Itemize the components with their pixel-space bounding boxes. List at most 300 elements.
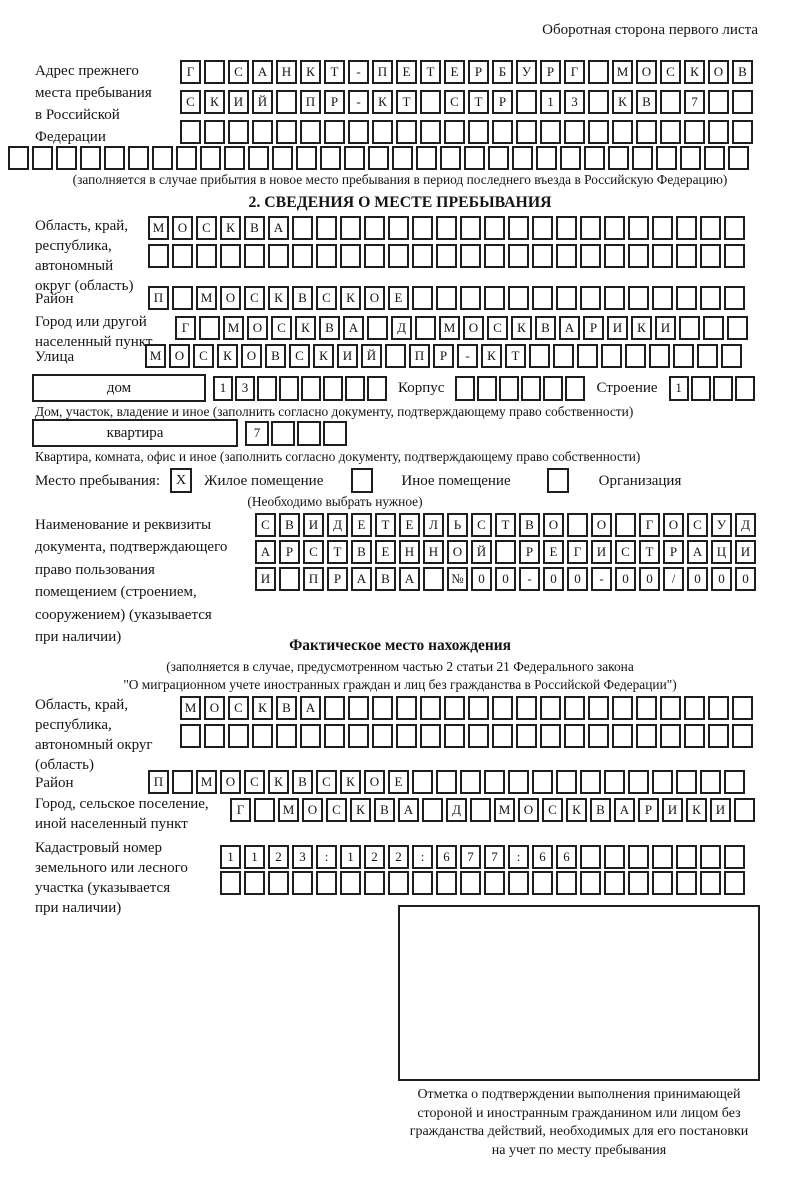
char-box[interactable] <box>556 871 577 895</box>
char-box[interactable]: К <box>295 316 316 340</box>
char-box[interactable]: 3 <box>235 376 255 401</box>
char-box[interactable] <box>588 90 609 114</box>
char-box[interactable]: Т <box>468 90 489 114</box>
char-box[interactable] <box>340 216 361 240</box>
char-box[interactable]: Т <box>375 513 396 537</box>
char-box[interactable]: С <box>228 696 249 720</box>
char-box[interactable] <box>676 286 697 310</box>
char-box[interactable] <box>628 770 649 794</box>
char-box[interactable]: Е <box>396 60 417 84</box>
char-box[interactable] <box>697 344 718 368</box>
char-box[interactable] <box>625 344 646 368</box>
char-box[interactable]: П <box>409 344 430 368</box>
char-box[interactable]: А <box>614 798 635 822</box>
char-box[interactable] <box>700 770 721 794</box>
char-box[interactable]: К <box>481 344 502 368</box>
char-box[interactable]: 1 <box>669 376 689 401</box>
char-box[interactable]: В <box>276 696 297 720</box>
char-box[interactable]: К <box>612 90 633 114</box>
char-box[interactable]: Е <box>399 513 420 537</box>
char-box[interactable]: К <box>300 60 321 84</box>
char-box[interactable] <box>660 724 681 748</box>
char-box[interactable] <box>268 244 289 268</box>
char-box[interactable] <box>676 216 697 240</box>
char-box[interactable] <box>412 286 433 310</box>
char-box[interactable]: Й <box>471 540 492 564</box>
char-box[interactable]: Р <box>663 540 684 564</box>
char-box[interactable] <box>721 344 742 368</box>
char-box[interactable]: С <box>271 316 292 340</box>
char-box[interactable] <box>556 286 577 310</box>
char-box[interactable]: И <box>735 540 756 564</box>
char-box[interactable]: Н <box>423 540 444 564</box>
char-box[interactable] <box>279 376 299 401</box>
char-box[interactable] <box>604 770 625 794</box>
char-box[interactable] <box>436 244 457 268</box>
char-box[interactable]: - <box>348 90 369 114</box>
char-box[interactable]: К <box>204 90 225 114</box>
char-box[interactable] <box>323 376 343 401</box>
char-box[interactable]: 1 <box>540 90 561 114</box>
char-box[interactable] <box>440 146 461 170</box>
char-box[interactable] <box>700 845 721 869</box>
char-box[interactable] <box>148 244 169 268</box>
char-box[interactable]: М <box>494 798 515 822</box>
char-box[interactable]: : <box>412 845 433 869</box>
char-box[interactable] <box>604 244 625 268</box>
char-box[interactable]: П <box>148 770 169 794</box>
char-box[interactable]: П <box>303 567 324 591</box>
char-box[interactable] <box>368 146 389 170</box>
char-box[interactable] <box>228 724 249 748</box>
char-box[interactable]: Г <box>230 798 251 822</box>
char-box[interactable]: 6 <box>556 845 577 869</box>
char-box[interactable] <box>324 724 345 748</box>
char-box[interactable] <box>512 146 533 170</box>
char-box[interactable]: А <box>255 540 276 564</box>
char-box[interactable]: Р <box>468 60 489 84</box>
char-box[interactable]: Т <box>420 60 441 84</box>
char-box[interactable]: 0 <box>471 567 492 591</box>
char-box[interactable]: Р <box>433 344 454 368</box>
char-box[interactable] <box>516 724 537 748</box>
char-box[interactable]: В <box>519 513 540 537</box>
char-box[interactable]: Г <box>175 316 196 340</box>
char-box[interactable]: К <box>511 316 532 340</box>
char-box[interactable]: В <box>590 798 611 822</box>
char-box[interactable]: Ь <box>447 513 468 537</box>
char-box[interactable] <box>529 344 550 368</box>
char-box[interactable] <box>460 216 481 240</box>
char-box[interactable]: С <box>687 513 708 537</box>
char-box[interactable] <box>704 146 725 170</box>
char-box[interactable]: С <box>255 513 276 537</box>
char-box[interactable] <box>732 90 753 114</box>
char-box[interactable] <box>372 120 393 144</box>
char-box[interactable] <box>415 316 436 340</box>
char-box[interactable]: - <box>519 567 540 591</box>
char-box[interactable] <box>172 244 193 268</box>
char-box[interactable]: - <box>348 60 369 84</box>
char-box[interactable]: В <box>535 316 556 340</box>
char-box[interactable]: Р <box>492 90 513 114</box>
char-box[interactable]: С <box>444 90 465 114</box>
char-box[interactable]: 1 <box>220 845 241 869</box>
char-box[interactable] <box>601 344 622 368</box>
char-box[interactable] <box>344 146 365 170</box>
char-box[interactable] <box>484 216 505 240</box>
char-box[interactable] <box>396 724 417 748</box>
char-box[interactable] <box>436 871 457 895</box>
char-box[interactable] <box>508 216 529 240</box>
char-box[interactable]: И <box>591 540 612 564</box>
char-box[interactable]: К <box>220 216 241 240</box>
char-box[interactable] <box>320 146 341 170</box>
char-box[interactable] <box>468 724 489 748</box>
char-box[interactable] <box>488 146 509 170</box>
char-box[interactable] <box>484 244 505 268</box>
char-box[interactable]: О <box>204 696 225 720</box>
char-box[interactable]: № <box>447 567 468 591</box>
char-box[interactable]: А <box>252 60 273 84</box>
char-box[interactable]: Р <box>638 798 659 822</box>
char-box[interactable] <box>636 696 657 720</box>
char-box[interactable]: Е <box>388 286 409 310</box>
char-box[interactable] <box>652 845 673 869</box>
char-box[interactable]: П <box>372 60 393 84</box>
char-box[interactable] <box>396 696 417 720</box>
char-box[interactable] <box>660 90 681 114</box>
char-box[interactable] <box>713 376 733 401</box>
char-box[interactable]: А <box>559 316 580 340</box>
char-box[interactable] <box>680 146 701 170</box>
char-box[interactable] <box>248 146 269 170</box>
char-box[interactable] <box>732 120 753 144</box>
char-box[interactable]: К <box>686 798 707 822</box>
char-box[interactable] <box>676 871 697 895</box>
char-box[interactable] <box>495 540 516 564</box>
char-box[interactable]: Т <box>396 90 417 114</box>
char-box[interactable]: Т <box>639 540 660 564</box>
char-box[interactable]: К <box>631 316 652 340</box>
char-box[interactable] <box>128 146 149 170</box>
char-box[interactable] <box>636 724 657 748</box>
char-box[interactable]: В <box>265 344 286 368</box>
char-box[interactable] <box>708 724 729 748</box>
char-box[interactable]: 7 <box>245 421 269 446</box>
char-box[interactable]: С <box>303 540 324 564</box>
char-box[interactable] <box>691 376 711 401</box>
char-box[interactable]: 0 <box>687 567 708 591</box>
char-box[interactable] <box>652 871 673 895</box>
char-box[interactable] <box>56 146 77 170</box>
char-box[interactable] <box>244 871 265 895</box>
char-box[interactable] <box>700 216 721 240</box>
char-box[interactable] <box>556 770 577 794</box>
char-box[interactable]: Р <box>279 540 300 564</box>
char-box[interactable]: Р <box>519 540 540 564</box>
char-box[interactable] <box>348 696 369 720</box>
char-box[interactable] <box>540 696 561 720</box>
char-box[interactable]: Г <box>180 60 201 84</box>
char-box[interactable] <box>420 696 441 720</box>
char-box[interactable]: Л <box>423 513 444 537</box>
char-box[interactable] <box>468 696 489 720</box>
char-box[interactable]: Е <box>388 770 409 794</box>
char-box[interactable] <box>228 120 249 144</box>
char-box[interactable]: У <box>711 513 732 537</box>
char-box[interactable] <box>220 244 241 268</box>
char-box[interactable]: - <box>457 344 478 368</box>
char-box[interactable] <box>636 120 657 144</box>
char-box[interactable] <box>540 120 561 144</box>
char-box[interactable]: 1 <box>244 845 265 869</box>
char-box[interactable] <box>276 120 297 144</box>
char-box[interactable] <box>724 770 745 794</box>
char-box[interactable] <box>268 871 289 895</box>
char-box[interactable]: М <box>196 770 217 794</box>
char-box[interactable] <box>660 696 681 720</box>
char-box[interactable] <box>724 871 745 895</box>
char-box[interactable] <box>564 696 585 720</box>
char-box[interactable]: Е <box>351 513 372 537</box>
char-box[interactable]: М <box>196 286 217 310</box>
char-box[interactable] <box>732 724 753 748</box>
char-box[interactable]: С <box>193 344 214 368</box>
char-box[interactable] <box>652 216 673 240</box>
char-box[interactable]: В <box>279 513 300 537</box>
char-box[interactable]: Д <box>735 513 756 537</box>
char-box[interactable]: Р <box>324 90 345 114</box>
char-box[interactable]: Т <box>327 540 348 564</box>
char-box[interactable] <box>271 421 295 446</box>
char-box[interactable]: О <box>241 344 262 368</box>
char-box[interactable]: В <box>351 540 372 564</box>
char-box[interactable]: Д <box>446 798 467 822</box>
char-box[interactable] <box>204 724 225 748</box>
char-box[interactable] <box>196 244 217 268</box>
char-box[interactable] <box>388 244 409 268</box>
char-box[interactable]: К <box>313 344 334 368</box>
char-box[interactable]: 1 <box>340 845 361 869</box>
char-box[interactable] <box>584 146 605 170</box>
char-box[interactable] <box>632 146 653 170</box>
char-box[interactable] <box>372 696 393 720</box>
char-box[interactable] <box>588 696 609 720</box>
char-box[interactable] <box>673 344 694 368</box>
char-box[interactable] <box>460 244 481 268</box>
char-box[interactable] <box>444 724 465 748</box>
char-box[interactable]: О <box>302 798 323 822</box>
char-box[interactable]: Р <box>327 567 348 591</box>
char-box[interactable]: Т <box>495 513 516 537</box>
char-box[interactable] <box>348 724 369 748</box>
char-box[interactable] <box>444 120 465 144</box>
char-box[interactable] <box>204 60 225 84</box>
char-box[interactable] <box>176 146 197 170</box>
char-box[interactable] <box>477 376 497 401</box>
char-box[interactable] <box>700 244 721 268</box>
char-box[interactable] <box>300 120 321 144</box>
char-box[interactable] <box>684 724 705 748</box>
char-box[interactable] <box>580 770 601 794</box>
char-box[interactable]: Е <box>444 60 465 84</box>
char-box[interactable]: С <box>471 513 492 537</box>
char-box[interactable]: - <box>591 567 612 591</box>
char-box[interactable]: 2 <box>268 845 289 869</box>
char-box[interactable] <box>420 120 441 144</box>
char-box[interactable]: С <box>316 770 337 794</box>
char-box[interactable] <box>703 316 724 340</box>
char-box[interactable]: К <box>350 798 371 822</box>
char-box[interactable] <box>348 120 369 144</box>
char-box[interactable] <box>676 770 697 794</box>
char-box[interactable]: С <box>289 344 310 368</box>
char-box[interactable] <box>532 770 553 794</box>
char-box[interactable] <box>80 146 101 170</box>
char-box[interactable] <box>734 798 755 822</box>
char-box[interactable]: И <box>710 798 731 822</box>
char-box[interactable]: Н <box>399 540 420 564</box>
char-box[interactable]: О <box>447 540 468 564</box>
char-box[interactable] <box>553 344 574 368</box>
char-box[interactable]: В <box>319 316 340 340</box>
char-box[interactable] <box>516 120 537 144</box>
char-box[interactable]: П <box>148 286 169 310</box>
char-box[interactable]: К <box>340 770 361 794</box>
char-box[interactable]: В <box>636 90 657 114</box>
char-box[interactable] <box>460 770 481 794</box>
char-box[interactable]: 3 <box>564 90 585 114</box>
char-box[interactable]: 6 <box>436 845 457 869</box>
char-box[interactable] <box>735 376 755 401</box>
char-box[interactable]: О <box>708 60 729 84</box>
char-box[interactable] <box>508 244 529 268</box>
char-box[interactable]: П <box>300 90 321 114</box>
char-box[interactable]: И <box>255 567 276 591</box>
char-box[interactable] <box>367 316 388 340</box>
char-box[interactable]: И <box>662 798 683 822</box>
char-box[interactable] <box>464 146 485 170</box>
char-box[interactable] <box>180 120 201 144</box>
char-box[interactable] <box>708 696 729 720</box>
char-box[interactable] <box>564 120 585 144</box>
char-box[interactable] <box>676 845 697 869</box>
char-box[interactable] <box>172 286 193 310</box>
char-box[interactable] <box>388 216 409 240</box>
char-box[interactable] <box>436 216 457 240</box>
stay-type-checkbox-residential[interactable]: X <box>170 468 192 493</box>
char-box[interactable]: В <box>292 286 313 310</box>
char-box[interactable]: М <box>223 316 244 340</box>
char-box[interactable]: С <box>615 540 636 564</box>
char-box[interactable]: О <box>364 770 385 794</box>
char-box[interactable] <box>492 120 513 144</box>
char-box[interactable] <box>484 871 505 895</box>
char-box[interactable] <box>604 216 625 240</box>
char-box[interactable]: О <box>463 316 484 340</box>
char-box[interactable]: Б <box>492 60 513 84</box>
char-box[interactable] <box>104 146 125 170</box>
char-box[interactable] <box>296 146 317 170</box>
char-box[interactable] <box>604 286 625 310</box>
char-box[interactable] <box>180 724 201 748</box>
char-box[interactable] <box>460 871 481 895</box>
stay-type-checkbox-other[interactable] <box>351 468 373 493</box>
char-box[interactable]: С <box>660 60 681 84</box>
char-box[interactable] <box>652 286 673 310</box>
char-box[interactable] <box>364 216 385 240</box>
char-box[interactable] <box>679 316 700 340</box>
char-box[interactable]: В <box>375 567 396 591</box>
char-box[interactable] <box>727 316 748 340</box>
char-box[interactable] <box>220 871 241 895</box>
char-box[interactable] <box>684 120 705 144</box>
char-box[interactable] <box>324 696 345 720</box>
char-box[interactable]: Е <box>543 540 564 564</box>
char-box[interactable]: С <box>196 216 217 240</box>
char-box[interactable]: Й <box>361 344 382 368</box>
char-box[interactable] <box>323 421 347 446</box>
char-box[interactable] <box>316 871 337 895</box>
char-box[interactable]: А <box>687 540 708 564</box>
char-box[interactable] <box>608 146 629 170</box>
char-box[interactable] <box>567 513 588 537</box>
char-box[interactable] <box>540 724 561 748</box>
char-box[interactable]: А <box>399 567 420 591</box>
char-box[interactable] <box>412 244 433 268</box>
char-box[interactable] <box>455 376 475 401</box>
char-box[interactable]: Г <box>639 513 660 537</box>
char-box[interactable] <box>724 244 745 268</box>
apartment-type-box[interactable]: квартира <box>32 419 238 447</box>
char-box[interactable] <box>484 770 505 794</box>
char-box[interactable]: М <box>145 344 166 368</box>
char-box[interactable]: Е <box>375 540 396 564</box>
char-box[interactable]: С <box>244 286 265 310</box>
char-box[interactable] <box>172 770 193 794</box>
char-box[interactable] <box>276 90 297 114</box>
char-box[interactable] <box>580 286 601 310</box>
char-box[interactable] <box>588 60 609 84</box>
char-box[interactable] <box>556 244 577 268</box>
char-box[interactable]: О <box>172 216 193 240</box>
char-box[interactable]: 0 <box>639 567 660 591</box>
char-box[interactable] <box>364 871 385 895</box>
char-box[interactable] <box>412 770 433 794</box>
char-box[interactable] <box>612 696 633 720</box>
char-box[interactable] <box>316 244 337 268</box>
char-box[interactable]: 2 <box>364 845 385 869</box>
char-box[interactable] <box>492 724 513 748</box>
char-box[interactable] <box>532 871 553 895</box>
char-box[interactable]: В <box>732 60 753 84</box>
char-box[interactable] <box>516 90 537 114</box>
char-box[interactable] <box>724 845 745 869</box>
char-box[interactable]: И <box>655 316 676 340</box>
char-box[interactable] <box>436 286 457 310</box>
char-box[interactable]: К <box>268 770 289 794</box>
char-box[interactable] <box>532 244 553 268</box>
char-box[interactable] <box>254 798 275 822</box>
char-box[interactable] <box>580 216 601 240</box>
char-box[interactable]: М <box>148 216 169 240</box>
char-box[interactable] <box>484 286 505 310</box>
char-box[interactable] <box>612 120 633 144</box>
char-box[interactable] <box>652 244 673 268</box>
char-box[interactable]: В <box>244 216 265 240</box>
char-box[interactable] <box>367 376 387 401</box>
